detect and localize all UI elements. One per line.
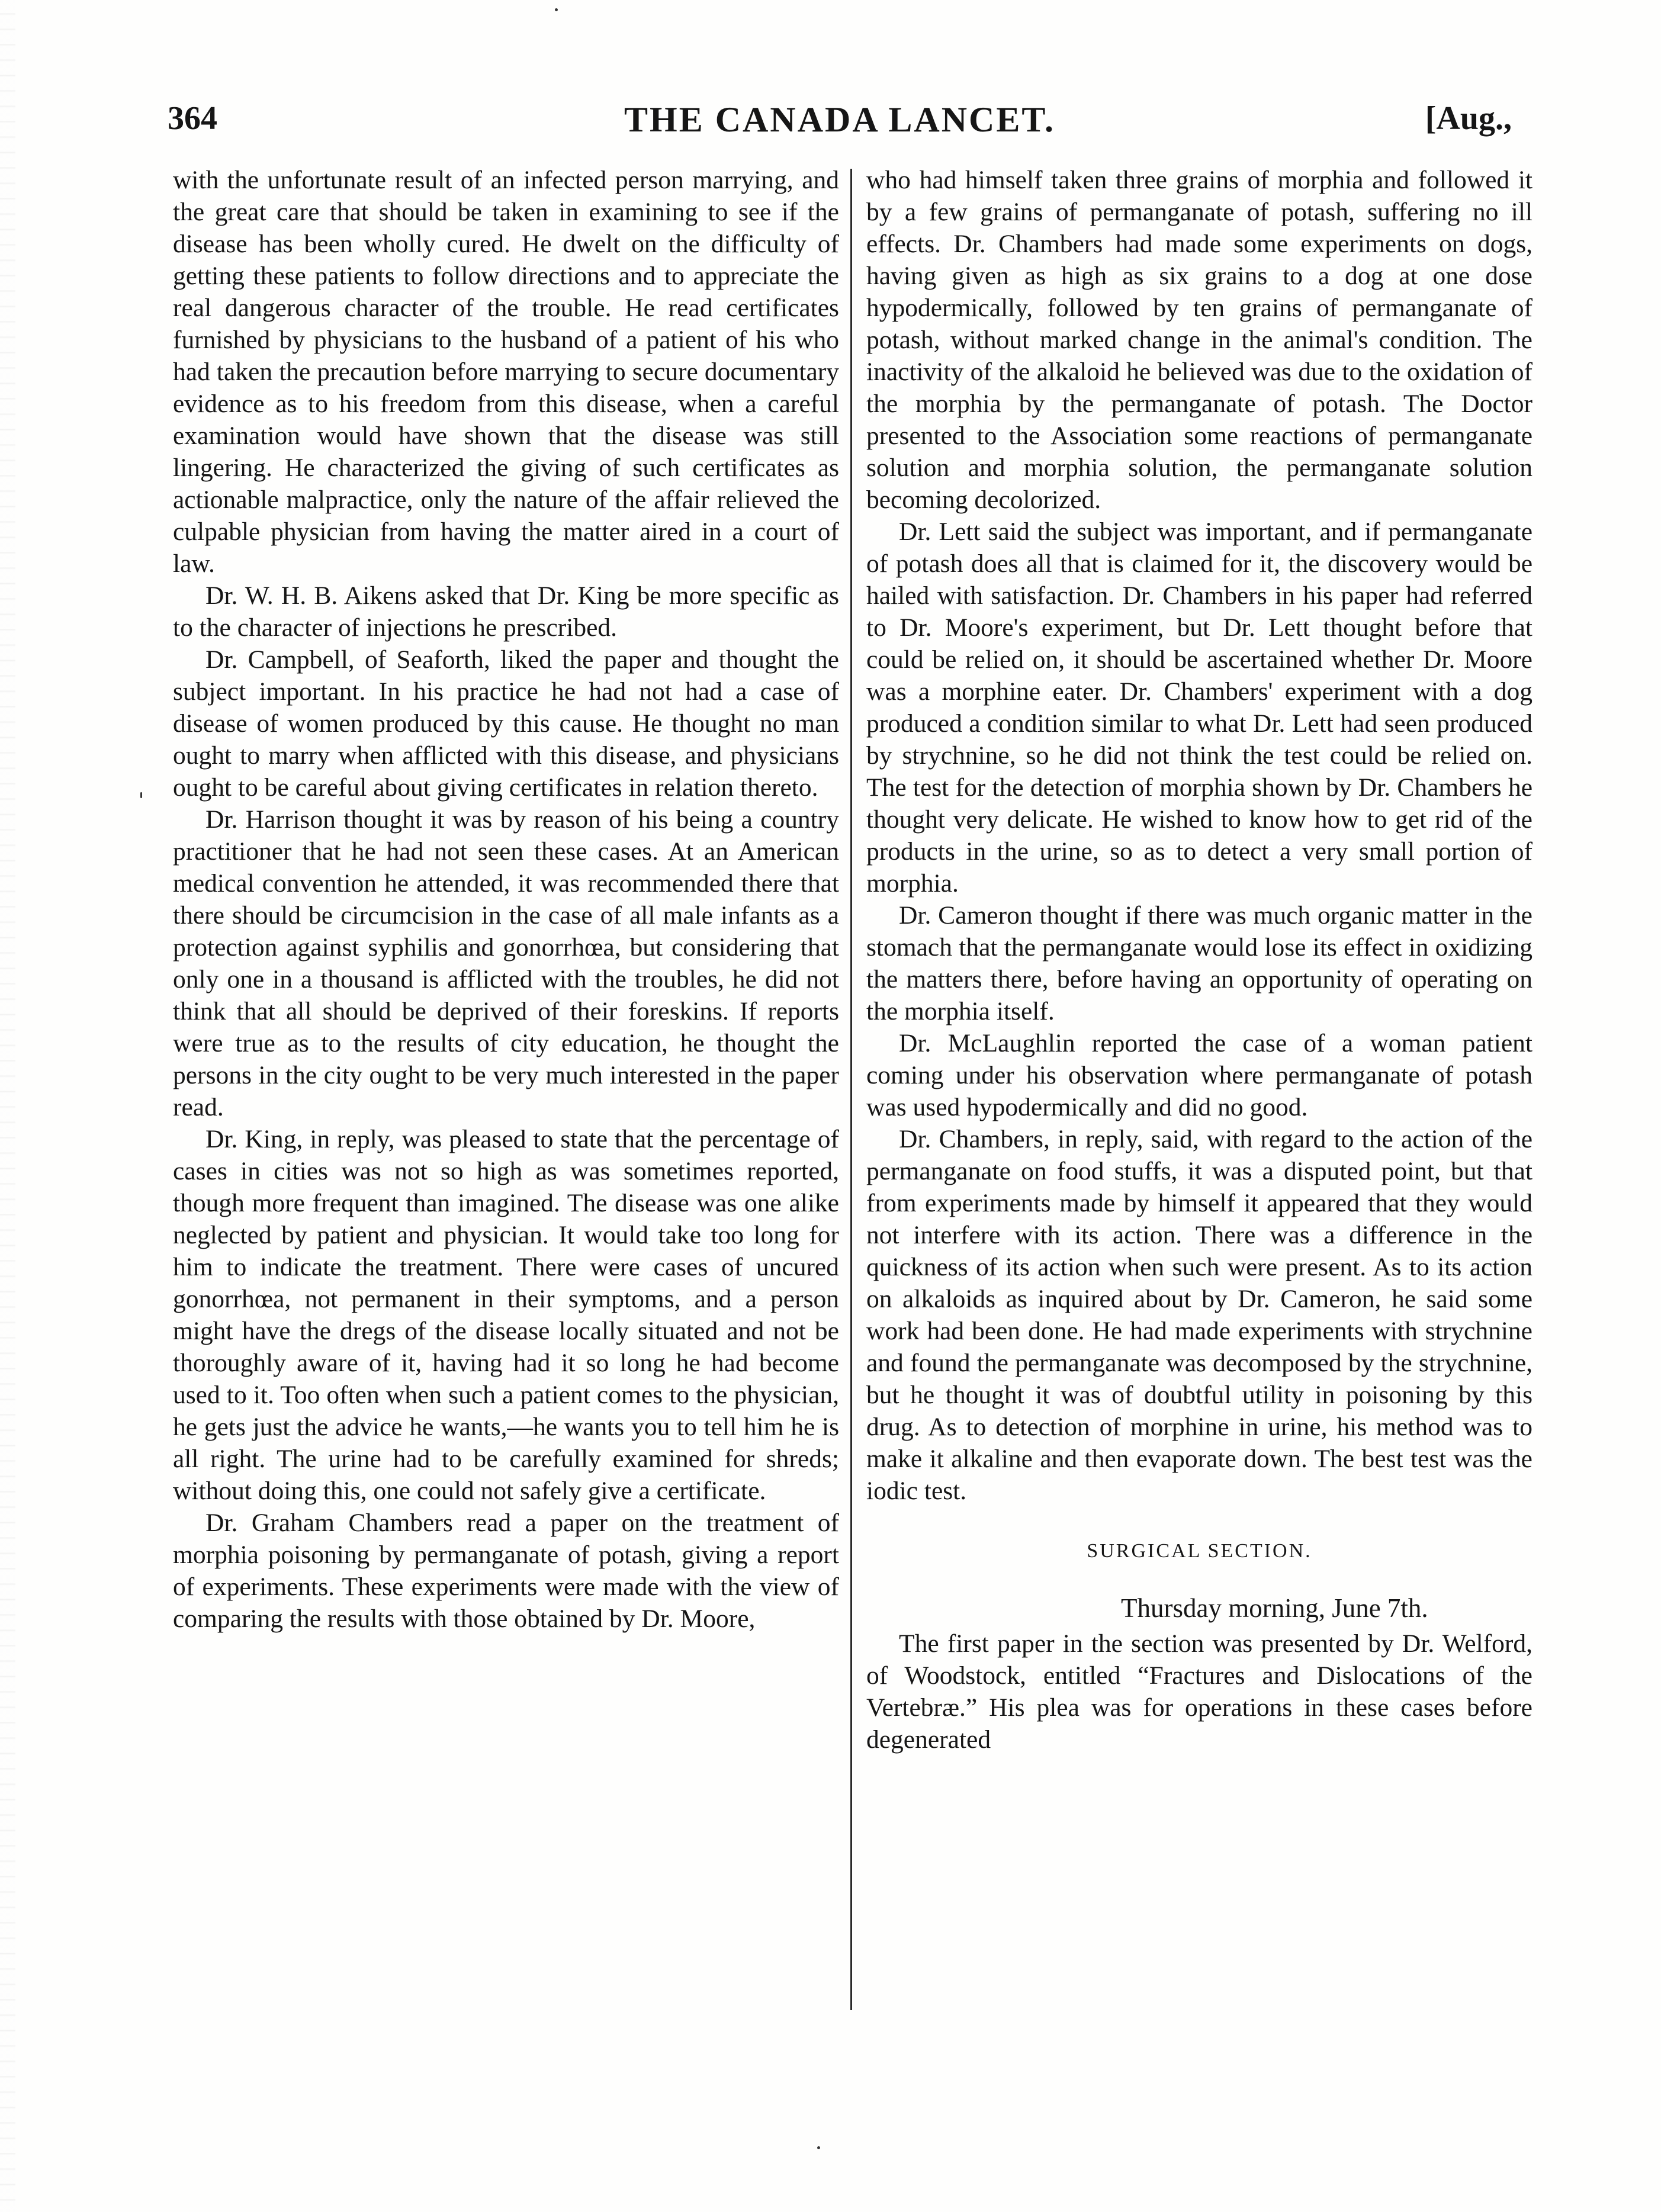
paragraph: with the unfortunate result of an infected person marrying, and the great care that should be taken in examining to see if the disease has been wholly cured. He dwelt on the difficulty of getting these patients to follow directions and to appreciate the real dangerous character of the trouble. He read certificates furnished by physicians to the husband of a patient of his who had taken the precaution before marrying to secure documentary evidence as to his freedom from this disease, when a careful examination would have shown that the disease was still lingering. He characterized the giving of such certificates as actionable malpractice, only the nature of the affair relieved the culpable physician from having the matter aired in a court of law.: [173, 166, 839, 578]
page-number: 364: [168, 100, 217, 137]
running-head: [168, 99, 1512, 153]
print-speck: [817, 2146, 820, 2149]
print-speck: [140, 792, 142, 798]
left-column: [173, 164, 839, 1635]
right-column: [866, 164, 1533, 1756]
paragraph: Dr. Campbell, of Seaforth, liked the paper and thought the subject important. In his practice he had not had a case of disease of women produced by this cause. He thought no man ought to marry when afflicted with this disease, and physicians ought to be careful about giving certificates in relation thereto.: [173, 645, 839, 802]
paragraph: Dr. Lett said the subject was important, and if permanganate of potash does all that is claimed for it, the discovery would be hailed with satisfaction. Dr. Chambers in his paper had referred to Dr. Moore's experiment, but Dr. Lett thought before that could be relied on, it should be ascertained whether Dr. Moore was a morphine eater. Dr. Chambers' experiment with a dog produced a condition similar to what Dr. Lett had seen produced by strychnine, so he did not think the test could be relied on. The test for the detection of morphia shown by Dr. Chambers he thought very delicate. He wished to know how to get rid of the products in the urine, so as to detect a very small portion of morphia.: [866, 517, 1533, 898]
paragraph: Dr. King, in reply, was pleased to state that the percentage of cases in cities was not so high as was sometimes reported, though more frequent than imagined. The disease was one alike neglected by patient and physician. It would take too long for him to indicate the treatment. There were cases of uncured gonorrhœa, not permanent in their symptoms, and a person might have the dregs of the disease locally situated and not be thoroughly aware of it, having had it so long he had become used to it. Too often when such a patient comes to the physician, he gets just the advice he wants,—he wants you to tell him he is all right. The urine had to be carefully examined for shreds; without doing this, one could not safely give a certificate.: [173, 1125, 839, 1505]
print-speck: [555, 8, 558, 11]
paragraph: Dr. McLaughlin reported the case of a woman patient coming under his observation where permanganate of potash was used hypodermically and did no good.: [866, 1029, 1533, 1121]
paragraph: Dr. W. H. B. Aikens asked that Dr. King be more specific as to the character of injections he prescribed.: [173, 581, 839, 642]
paragraph: who had himself taken three grains of morphia and followed it by a few grains of permanganate of potash, suffering no ill effects. Dr. Chambers had made some experiments on dogs, having given as high as six grains to a dog at one dose hypodermically, followed by ten grains of permanganate of potash, without marked change in the animal's condition. The inactivity of the alkaloid he believed was due to the oxidation of the morphia by the permanganate of potash. The Doctor presented to the Association some reactions of permanganate solution and morphia solution, the permanganate solution becoming decolorized.: [866, 166, 1533, 514]
paragraph: Dr. Graham Chambers read a paper on the treatment of morphia poisoning by permanganate of potash, giving a report of experiments. These experiments were made with the view of comparing the results with those obtained by Dr. Moore,: [173, 1509, 839, 1633]
paragraph: Dr. Harrison thought it was by reason of his being a country practitioner that he had not seen these cases. At an American medical convention he attended, it was recommended there that there should be circumcision in the case of all male infants as a protection against syphilis and gonorrhœa, but considering that only one in a thousand is afflicted with the troubles, he did not think that all should be deprived of their foreskins. If reports were true as to the results of city education, he thought the persons in the city ought to be very much interested in the paper read.: [173, 805, 839, 1121]
section-heading: SURGICAL SECTION.: [1087, 1540, 1312, 1562]
journal-title: THE CANADA LANCET.: [624, 100, 1055, 139]
paragraph: Dr. Chambers, in reply, said, with regard to the action of the permanganate on food stuffs, it was a disputed point, but that from experiments made by himself it appeared that they would not interfere with its action. There was a difference in the quickness of its action when such were present. As to its action on alkaloids as inquired about by Dr. Cameron, he said some work had been done. He had made experiments with strychnine and found the permanganate was decomposed by the strychnine, but he thought it was of doubtful utility in poisoning by this drug. As to detection of morphine in urine, his method was to make it alkaline and then evaporate down. The best test was the iodic test.: [866, 1125, 1533, 1505]
paragraph: The first paper in the section was presented by Dr. Welford, of Woodstock, entitled “Fractures and Dislocations of the Vertebræ.” His plea was for operations in these cases before degenerated: [866, 1629, 1533, 1754]
page-binding-edge: [0, 0, 15, 2212]
session-date: Thursday morning, June 7th.: [1121, 1593, 1428, 1623]
paragraph: Dr. Cameron thought if there was much organic matter in the stomach that the permanganate would lose its effect in oxidizing the matters there, before having an opportunity of operating on the morphia itself.: [866, 901, 1533, 1025]
column-rule: [850, 169, 852, 2010]
issue-month: [Aug.,: [1425, 100, 1512, 137]
